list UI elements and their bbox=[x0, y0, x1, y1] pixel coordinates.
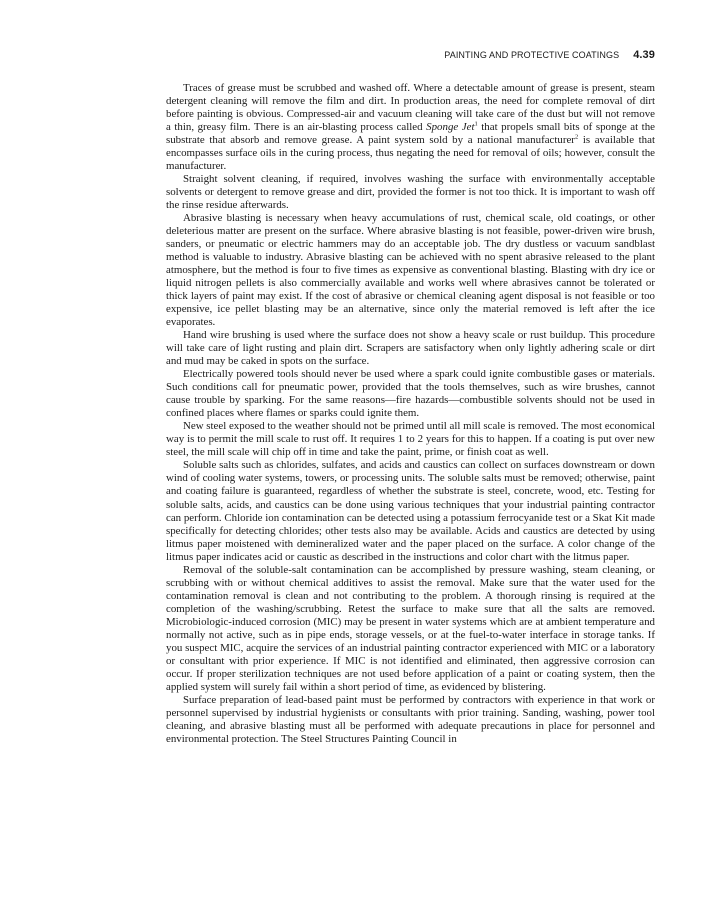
footnote-ref-2: 2 bbox=[574, 133, 579, 141]
paragraph-solvent-cleaning: Straight solvent cleaning, if required, involves washing the surface with environmentally acceptable solvents or detergent to remove grease and dirt, provided the former is not too thick. It is important to wash off the rinse residue afterwards. bbox=[166, 173, 655, 212]
footnote-ref-1: 1 bbox=[474, 120, 478, 128]
paragraph-new-steel: New steel exposed to the weather should not be primed until all mill scale is removed. The most economical way is to permit the mill scale to rust off. It requires 1 to 2 years for this to happen. If a coating is put over new steel, the mill scale will chip off in time and take the paint, prime, or finish coat as well. bbox=[166, 420, 655, 459]
paragraph-text: Traces of grease must be scrubbed and washed off. Where a detectable amount of grease is present, steam detergent cleaning will remove the film and dirt. In production areas, the need for complete removal of dirt before painting is obvious. Compressed-air and vacuum cleaning will take care of the dust but will not remove a thin, greasy film. There is an air-blasting process called bbox=[166, 82, 655, 134]
running-title: PAINTING AND PROTECTIVE COATINGS bbox=[444, 50, 620, 60]
paragraph-salt-removal: Removal of the soluble-salt contamination can be accomplished by pressure washing, steam cleaning, or scrubbing with or without chemical additives to assist the removal. Make sure that the water used for the contamination removal is clean and not contributing to the problem. A thorough rinsing is required at the completion of the washing/scrubbing. Retest the surface to make sure that all the salts are removed. Microbiologic-induced corrosion (MIC) may be present in water systems which are at ambient temperature and normally not active, such as in pipe ends, storage vessels, or at the fuel-to-water interface in storage tanks. If you suspect MIC, acquire the services of an industrial painting contractor experienced with MIC or a laboratory or consultant with prior experience. If MIC is not identified and eliminated, then aggressive corrosion can occur. If proper sterilization techniques are not used before application of a paint or coating system, then the applied system will surely fail within a short period of time, as evidenced by blistering. bbox=[166, 563, 655, 693]
paragraph-powered-tools: Electrically powered tools should never be used where a spark could ignite combustible gases or materials. Such conditions call for pneumatic power, provided that the tools themselves, such as wire brushes, cannot cause trouble by sparking. For the same reasons—fire hazards—combustible solvents should not be used in confined places where flames or sparks could ignite them. bbox=[166, 368, 655, 420]
page-number: 4.39 bbox=[633, 49, 655, 61]
paragraph-soluble-salts: Soluble salts such as chlorides, sulfates, and acids and caustics can collect on surfaces downstream or down wind of cooling water systems, towers, or processing units. The soluble salts must be removed; otherwise, paint and coating failure is guaranteed, regardless of whether the substrate is steel, concrete, wood, etc. Testing for soluble salts, acids, and caustics can be done using various techniques that your industrial painting contractor can perform. Chloride ion contamination can be detected using a potassium ferrocyanide test or a Skat Kit made specifically for detecting chlorides; other tests also may be available. Acids and caustics are detected by using litmus paper moistened with demineralized water and the paper placed on the surface. A color change of the litmus paper indicates acid or caustic as described in the instructions and color chart with the litmus paper. bbox=[166, 459, 655, 563]
paragraph-text: is available that encompasses surface oils in the curing process, thus negating the need for removal of oils; however, consult the manufacturer. bbox=[166, 134, 655, 173]
body-text bbox=[166, 82, 655, 746]
running-header bbox=[166, 49, 655, 61]
paragraph-hand-wire-brushing: Hand wire brushing is used where the surface does not show a heavy scale or rust buildup. This procedure will take care of light rusting and plain dirt. Scrapers are satisfactory when only lightly adhering scale or dirt and mud may be caked in spots on the surface. bbox=[166, 329, 655, 368]
paragraph-lead-paint: Surface preparation of lead-based paint must be performed by contractors with experience in that work or personnel supervised by industrial hygienists or consultants with prior training. Sanding, washing, power tool cleaning, and abrasive blasting must all be performed with adequate precautions in place for personnel and environmental protection. The Steel Structures Painting Council in bbox=[166, 693, 655, 745]
paragraph-abrasive-blasting: Abrasive blasting is necessary when heavy accumulations of rust, chemical scale, old coatings, or other deleterious matter are present on the surface. Where abrasive blasting is not feasible, power-driven wire brush, sanders, or pneumatic or electric hammers may do an acceptable job. The dry dustless or vacuum sandblast method is valuable to industry. Abrasive blasting can be achieved with no spent abrasive released to the plant atmosphere, but the method is four to five times as expensive as conventional blasting. Blasting with dry ice or liquid nitrogen pellets is also commercially available and works well where abrasives cannot be tolerated or thick layers of paint may exist. If the cost of abrasive or chemical cleaning agent disposal is not feasible or too expensive, ice pellet blasting may be an alternative, since only the material removed is left after the ice evaporates. bbox=[166, 212, 655, 329]
product-name: Sponge Jet bbox=[426, 121, 475, 134]
paragraph-grease bbox=[166, 82, 655, 173]
paragraph-text: that propels small bits of sponge at the substrate that absorb and remove grease. A paint system sold by a national manufacturer bbox=[166, 121, 655, 147]
